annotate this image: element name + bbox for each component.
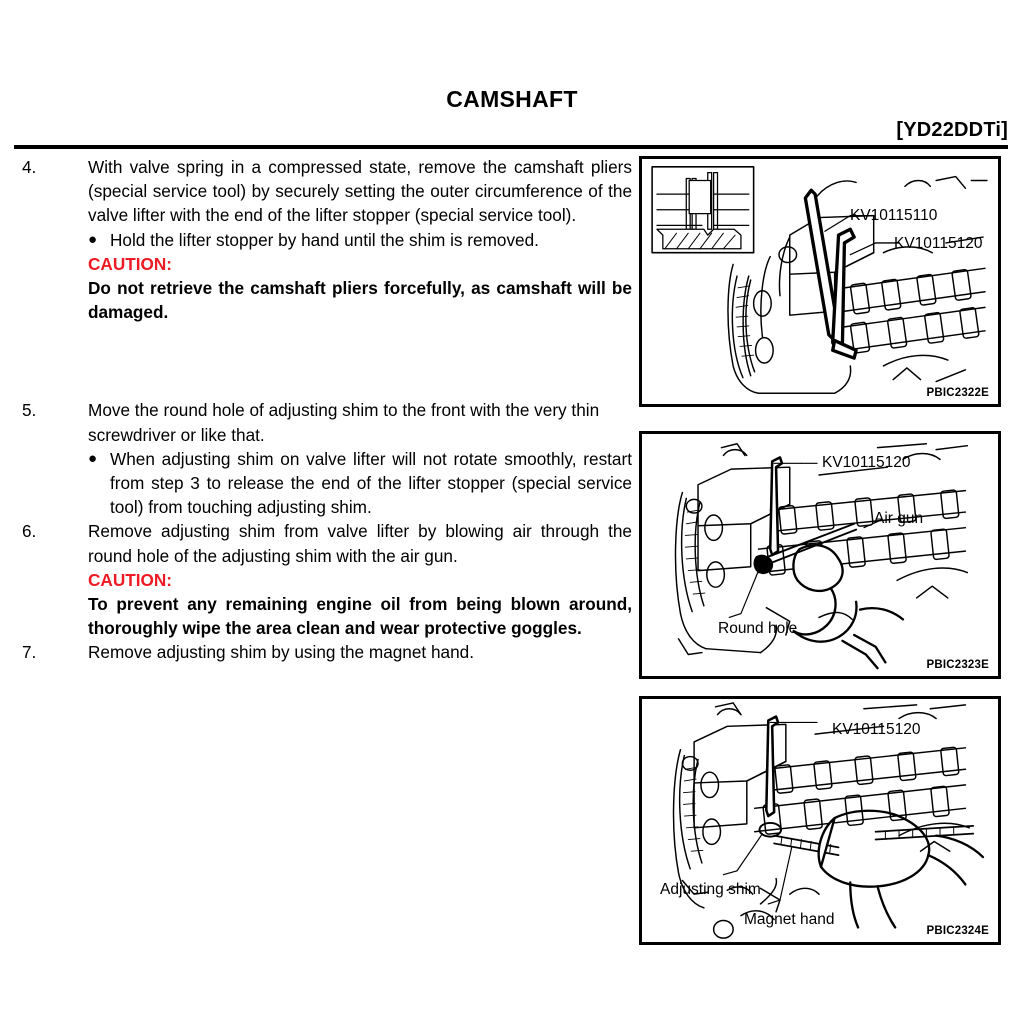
figure-2-callout-round-hole: Round hole bbox=[718, 620, 798, 637]
step-5-bullet-1 bbox=[14, 447, 632, 520]
step-5-text: Move the round hole of adjusting shim to the front with the very thin screwdriver or like that. bbox=[88, 400, 600, 445]
figure-panel-3 bbox=[639, 696, 1001, 945]
section-gap bbox=[14, 324, 632, 398]
step-6-caution-label: CAUTION: bbox=[88, 569, 173, 590]
step-4 bbox=[14, 155, 632, 228]
figure-1-callout-kv10115110: KV10115110 bbox=[850, 207, 938, 224]
step-4-caution bbox=[14, 252, 632, 325]
figure-2-callout-air-gun: Air gun bbox=[874, 510, 924, 527]
figure-3-illustration bbox=[642, 699, 998, 942]
figure-1-id: PBIC2322E bbox=[926, 387, 989, 399]
step-6-number: 6. bbox=[22, 521, 37, 542]
step-6-caution-text: To prevent any remaining engine oil from being blown around, thoroughly wipe the area clean and wear protective goggles. bbox=[88, 594, 632, 639]
step-7-text: Remove adjusting shim by using the magnet hand. bbox=[88, 642, 474, 663]
page-header bbox=[0, 0, 1024, 147]
figure-3-callout-magnet-hand: Magnet hand bbox=[744, 911, 835, 928]
engine-code-badge: [YD22DDTi] bbox=[896, 119, 1008, 141]
step-5 bbox=[14, 398, 632, 446]
step-4-caution-label: CAUTION: bbox=[88, 253, 173, 274]
step-7-number: 7. bbox=[22, 642, 37, 663]
step-6-text: Remove adjusting shim from valve lifter by blowing air through the round hole of the adjusting shim with the air gun. bbox=[88, 521, 632, 566]
step-6 bbox=[14, 519, 632, 567]
bullet-dot-icon: ● bbox=[88, 230, 98, 248]
bullet-dot-icon: ● bbox=[88, 449, 98, 467]
step-7 bbox=[14, 640, 632, 664]
figure-panel-1 bbox=[639, 156, 1001, 407]
figure-3-callout-kv10115120: KV10115120 bbox=[832, 721, 921, 738]
step-4-number: 4. bbox=[22, 157, 37, 177]
figure-2-id: PBIC2323E bbox=[926, 659, 989, 671]
figure-3-id: PBIC2324E bbox=[926, 925, 989, 937]
step-5-number: 5. bbox=[22, 400, 37, 421]
page-title: CAMSHAFT bbox=[446, 86, 578, 112]
figure-1-illustration bbox=[642, 159, 998, 404]
figure-2-illustration bbox=[642, 434, 998, 676]
figure-3-callout-adjusting-shim: Adjusting shim bbox=[660, 881, 761, 898]
step-4-bullet-1 bbox=[14, 228, 632, 252]
header-divider-rule bbox=[14, 145, 1008, 149]
step-6-caution bbox=[14, 568, 632, 641]
figure-panel-2 bbox=[639, 431, 1001, 679]
step-4-text: With valve spring in a compressed state, remove the camshaft pliers (special service tool) by securely setting the outer circumference of the valve lifter with the end of the lifter stopper (special service tool). bbox=[88, 157, 632, 226]
figure-2-callout-kv10115120: KV10115120 bbox=[822, 454, 911, 471]
step-4-bullet-1-text: Hold the lifter stopper by hand until the shim is removed. bbox=[110, 229, 539, 250]
step-5-bullet-1-text: When adjusting shim on valve lifter will not rotate smoothly, restart from step 3 to release the end of the lifter stopper (special service tool) from touching adjusting shim. bbox=[110, 448, 632, 518]
figure-1-callout-kv10115120: KV10115120 bbox=[894, 235, 983, 252]
step-4-caution-text: Do not retrieve the camshaft pliers forcefully, as camshaft will be damaged. bbox=[88, 278, 632, 323]
procedure-text-column bbox=[14, 155, 632, 665]
